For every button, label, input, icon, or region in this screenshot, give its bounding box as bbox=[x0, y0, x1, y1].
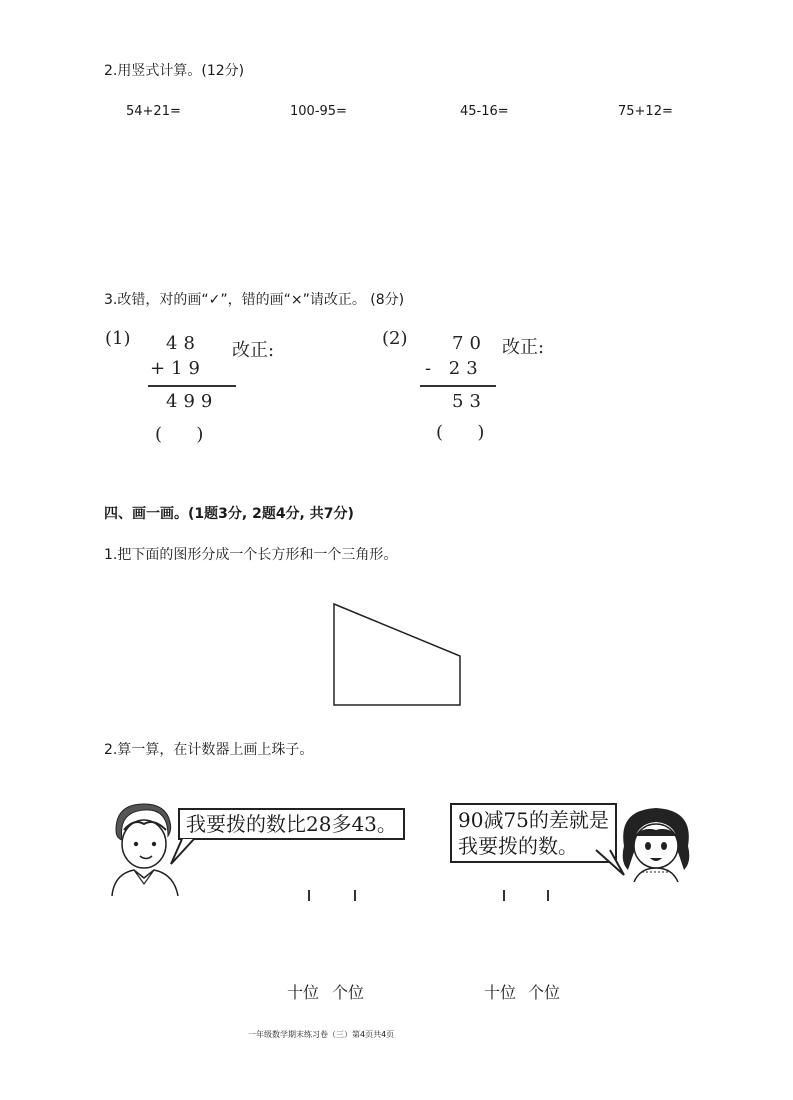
section-4-title: 四、画一画。(1题3分, 2题4分, 共7分) bbox=[104, 506, 354, 522]
q3-title: 3.改错，对的画“✓”，错的画“×”请改正。 (8分) bbox=[104, 292, 405, 308]
problem-2-rule bbox=[420, 385, 496, 387]
girl-speech-bubble bbox=[450, 803, 617, 863]
abacus-right-tens-label: 十位 bbox=[484, 983, 517, 1002]
abacus-left-ones-rod bbox=[354, 890, 356, 901]
problem-1-result: 499 bbox=[166, 391, 219, 412]
expr-4: 75+12= bbox=[618, 104, 673, 119]
expr-3: 45-16= bbox=[460, 104, 509, 119]
abacus-right-ones-label: 个位 bbox=[528, 983, 561, 1002]
problem-2-result: 53 bbox=[452, 391, 487, 412]
problem-2-answer-paren: ( ) bbox=[436, 422, 485, 443]
problem-1-fix-label: 改正: bbox=[232, 340, 275, 361]
section-4-q2: 2.算一算，在计数器上画上珠子。 bbox=[104, 742, 314, 758]
abacus-left-tens-label: 十位 bbox=[287, 983, 320, 1002]
abacus-left-ones-label: 个位 bbox=[332, 983, 365, 1002]
problem-1-label: (1) bbox=[105, 328, 131, 349]
problem-2-bottom: - 23 bbox=[425, 358, 484, 379]
problem-1-rule bbox=[148, 385, 236, 387]
problem-2-label: (2) bbox=[382, 328, 408, 349]
abacus-left-tens-rod bbox=[308, 890, 310, 901]
problem-1-bottom: +19 bbox=[150, 358, 206, 379]
boy-speech-bubble: 我要拨的数比28多43。 bbox=[178, 808, 405, 840]
expr-2: 100-95= bbox=[290, 104, 347, 119]
q2-title: 2.用竖式计算。(12分) bbox=[104, 63, 245, 79]
expr-1: 54+21= bbox=[126, 104, 181, 119]
problem-2-top: 70 bbox=[452, 333, 487, 354]
problem-1-top: 48 bbox=[166, 333, 201, 354]
girl-illustration bbox=[614, 800, 698, 882]
page-footer: 一年级数学期末练习卷（三）第4页共4页 bbox=[248, 1030, 395, 1039]
problem-2-fix-label: 改正: bbox=[502, 337, 545, 358]
boy-bubble-tail bbox=[168, 838, 198, 866]
trapezoid-figure bbox=[330, 600, 464, 710]
girl-speech-line-2: 我要拨的数。 bbox=[458, 834, 578, 858]
girl-speech-line-1: 90减75的差就是 bbox=[458, 808, 609, 832]
abacus-right-ones-rod bbox=[547, 890, 549, 901]
abacus-right-tens-rod bbox=[503, 890, 505, 901]
trapezoid-shape bbox=[334, 604, 460, 705]
section-4-q1: 1.把下面的图形分成一个长方形和一个三角形。 bbox=[104, 547, 398, 563]
problem-1-answer-paren: ( ) bbox=[155, 424, 204, 445]
